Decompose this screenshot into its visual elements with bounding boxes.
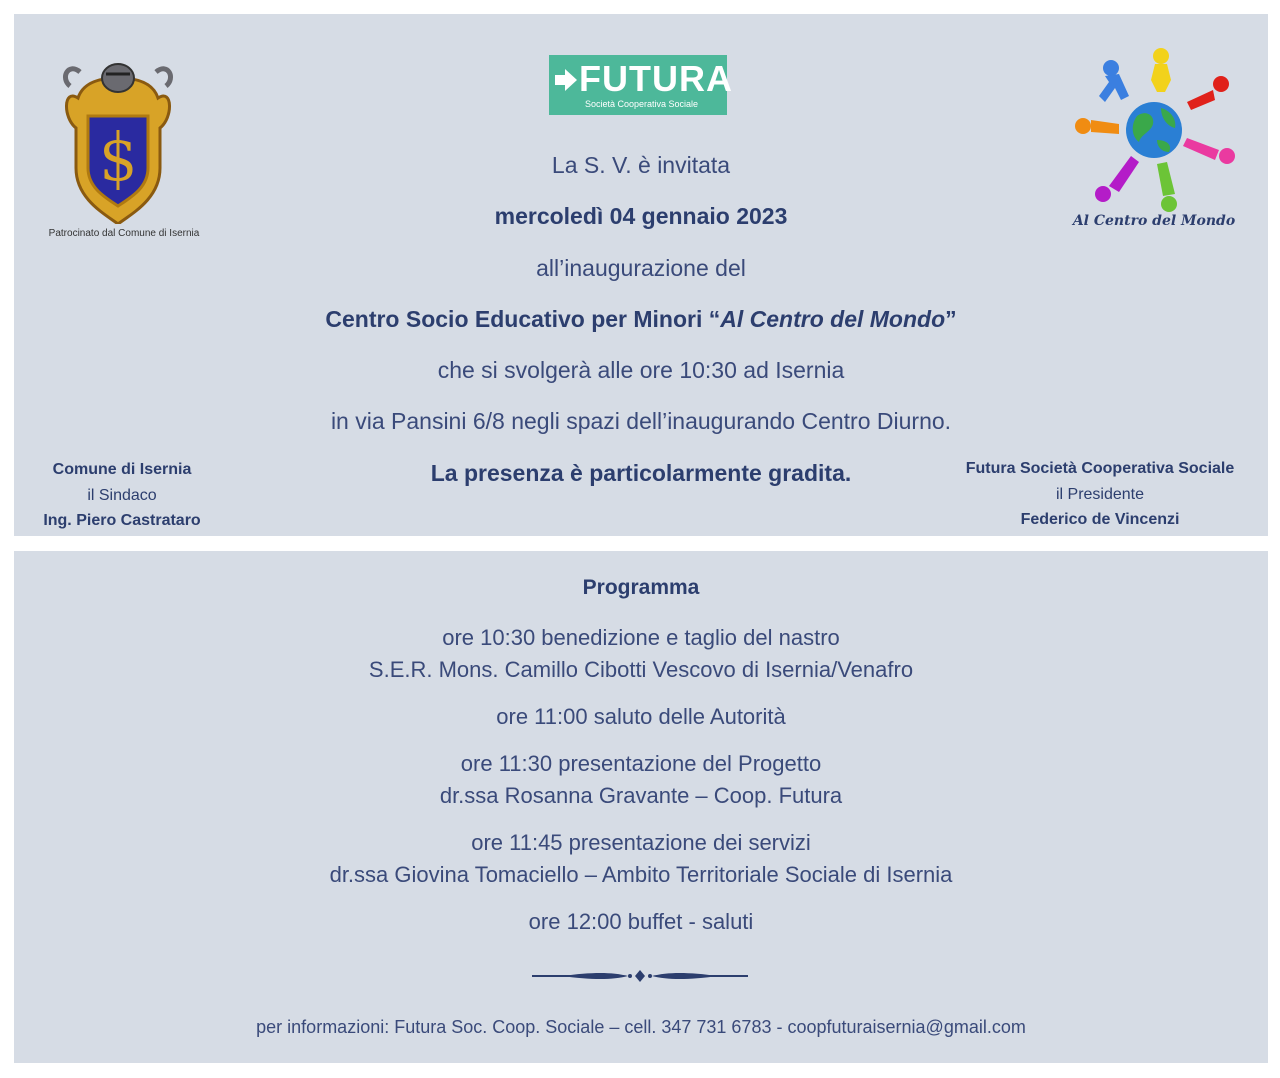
event-date: mercoledì 04 gennaio 2023 (494, 203, 788, 229)
inauguration-line: all’inaugurazione del (536, 255, 746, 281)
center-name-prefix: Centro Socio Educativo per Minori “ (325, 306, 721, 332)
address-line: in via Pansini 6/8 negli spazi dell’inaugurando Centro Diurno. (330, 408, 952, 434)
children-globe-icon (1069, 44, 1239, 214)
futura-logo-word: FUTURA (579, 58, 733, 99)
programme-card (14, 551, 1268, 1063)
programme-item-speaker: dr.ssa Rosanna Gravante – Coop. Futura (439, 783, 843, 808)
futura-arrow-icon (553, 67, 579, 93)
signature-role: il Sindaco (87, 486, 157, 504)
svg-text:S: S (99, 130, 137, 193)
programme-item-line: ore 11:00 saluto delle Autorità (496, 704, 786, 729)
patronage-caption: Patrocinato dal Comune di Isernia (48, 228, 200, 239)
coat-of-arms-icon (58, 58, 178, 224)
programme-title: Programma (582, 576, 700, 599)
closing-line: La presenza è particolarmente gradita. (430, 460, 852, 486)
time-place-line: che si svolgerà alle ore 10:30 ad Isernia (437, 357, 845, 383)
programme-item-line: ore 11:30 presentazione del Progetto (460, 751, 822, 776)
programme-item-speaker: dr.ssa Giovina Tomaciello – Ambito Territoriale Sociale di Isernia (329, 862, 953, 887)
programme-item-speaker: S.E.R. Mons. Camillo Cibotti Vescovo di Isernia/Venafro (368, 657, 914, 682)
al-centro-del-mondo-caption: Al Centro del Mondo (1072, 213, 1236, 229)
center-name-suffix: ” (945, 306, 957, 332)
programme-item-line: ore 12:00 buffet - saluti (528, 909, 754, 934)
signature-name: Federico de Vincenzi (1020, 511, 1180, 528)
invitation-line: La S. V. è invitata (551, 152, 731, 178)
futura-logo-subtitle: Società Cooperativa Sociale (585, 99, 699, 109)
signature-role: il Presidente (1055, 485, 1145, 503)
programme-item-line: ore 10:30 benedizione e taglio del nastro (442, 625, 840, 650)
invitation-card (14, 14, 1268, 536)
contact-info: per informazioni: Futura Soc. Coop. Sociale – cell. 347 731 6783 - coopfuturaisernia@gmail.com (256, 1017, 1026, 1037)
center-name (14, 306, 1268, 333)
signature-left (22, 457, 222, 534)
futura-logo (549, 55, 733, 115)
signature-right (940, 456, 1260, 533)
signature-org: Futura Società Cooperativa Sociale (965, 460, 1235, 477)
programme-item-line: ore 11:45 presentazione dei servizi (471, 830, 811, 855)
signature-org: Comune di Isernia (52, 461, 192, 478)
ornament-divider-icon (532, 969, 748, 983)
signature-name: Ing. Piero Castrataro (43, 512, 201, 529)
center-name-italic: Al Centro del Mondo (720, 306, 946, 332)
